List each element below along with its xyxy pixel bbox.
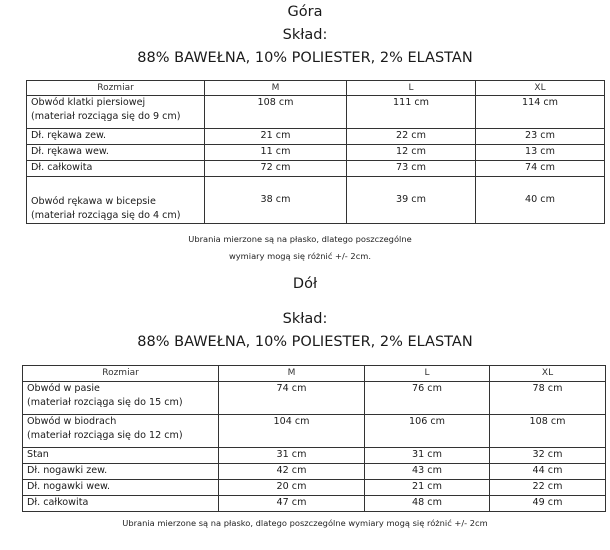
value-cell: 43 cm (365, 464, 490, 480)
row-label-note: (materiał rozciąga się do 12 cm) (27, 430, 183, 441)
value-cell: 11 cm (205, 145, 347, 161)
value-cell: 40 cm (476, 177, 605, 224)
value-cell: 114 cm (476, 96, 605, 129)
top-composition-text: 88% BAWEŁNA, 10% POLIESTER, 2% ELASTAN (137, 50, 473, 66)
column-header: XL (490, 366, 606, 382)
column-header: L (347, 81, 476, 96)
row-label-line: Obwód rękawa w bicepsie (31, 196, 156, 207)
table-header-row (27, 81, 605, 96)
value-cell: 23 cm (476, 129, 605, 145)
value-cell: 111 cm (347, 96, 476, 129)
note-line: Ubrania mierzone są na płasko, dlatego poszczególne (188, 234, 412, 244)
row-label (23, 382, 219, 415)
row-label-note: (materiał rozciąga się do 4 cm) (31, 210, 181, 221)
top-section-title: Góra (287, 4, 323, 20)
table-row (23, 448, 606, 464)
bottom-measurement-note: Ubrania mierzone są na płasko, dlatego poszczególne wymiary mogą się różnić +/- 2cm (122, 518, 488, 528)
bottom-section-title: Dół (292, 276, 318, 292)
row-label: Dł. całkowita (23, 496, 219, 512)
value-cell: 44 cm (490, 464, 606, 480)
value-cell: 104 cm (219, 415, 365, 448)
table-row (27, 145, 605, 161)
row-label-note: (materiał rozciąga się do 9 cm) (31, 111, 181, 122)
column-header: L (365, 366, 490, 382)
value-cell: 106 cm (365, 415, 490, 448)
value-cell: 22 cm (347, 129, 476, 145)
value-cell: 39 cm (347, 177, 476, 224)
table-row (23, 382, 606, 415)
table-row (27, 177, 605, 224)
row-label: Dł. nogawki zew. (23, 464, 219, 480)
row-label: Dł. rękawa zew. (27, 129, 205, 145)
row-label-line: Obwód klatki piersiowej (31, 97, 146, 108)
row-label: Dł. nogawki wew. (23, 480, 219, 496)
row-label: Stan (23, 448, 219, 464)
table-row (23, 464, 606, 480)
bottom-composition-label: Skład: (282, 311, 328, 327)
bottom-composition-text: 88% BAWEŁNA, 10% POLIESTER, 2% ELASTAN (137, 334, 473, 350)
value-cell: 78 cm (490, 382, 606, 415)
table-row (23, 415, 606, 448)
value-cell: 31 cm (365, 448, 490, 464)
row-label (23, 415, 219, 448)
value-cell: 74 cm (219, 382, 365, 415)
value-cell: 42 cm (219, 464, 365, 480)
value-cell: 74 cm (476, 161, 605, 177)
table-row (27, 129, 605, 145)
column-header: M (219, 366, 365, 382)
table-header-row (23, 366, 606, 382)
column-header: Rozmiar (27, 81, 205, 96)
top-measurement-note (150, 234, 450, 262)
note-line: wymiary mogą się różnić +/- 2cm. (228, 251, 371, 261)
value-cell: 73 cm (347, 161, 476, 177)
row-label: Dł. całkowita (27, 161, 205, 177)
value-cell: 48 cm (365, 496, 490, 512)
value-cell: 31 cm (219, 448, 365, 464)
top-size-table (26, 80, 605, 224)
value-cell: 76 cm (365, 382, 490, 415)
table-row (27, 96, 605, 129)
table-row (23, 480, 606, 496)
row-label: Dł. rękawa wew. (27, 145, 205, 161)
row-label-line: Obwód w biodrach (27, 416, 117, 427)
value-cell: 13 cm (476, 145, 605, 161)
value-cell: 49 cm (490, 496, 606, 512)
value-cell: 47 cm (219, 496, 365, 512)
table-row (27, 161, 605, 177)
table-row (23, 496, 606, 512)
value-cell: 21 cm (365, 480, 490, 496)
value-cell: 20 cm (219, 480, 365, 496)
value-cell: 21 cm (205, 129, 347, 145)
bottom-size-table (22, 365, 606, 512)
value-cell: 12 cm (347, 145, 476, 161)
value-cell: 38 cm (205, 177, 347, 224)
column-header: XL (476, 81, 605, 96)
value-cell: 72 cm (205, 161, 347, 177)
value-cell: 108 cm (205, 96, 347, 129)
value-cell: 32 cm (490, 448, 606, 464)
row-label (27, 177, 205, 224)
column-header: M (205, 81, 347, 96)
row-label (27, 96, 205, 129)
row-label-line: Obwód w pasie (27, 383, 100, 394)
column-header: Rozmiar (23, 366, 219, 382)
top-composition-label: Skład: (282, 27, 328, 43)
row-label-note: (materiał rozciąga się do 15 cm) (27, 397, 183, 408)
value-cell: 22 cm (490, 480, 606, 496)
value-cell: 108 cm (490, 415, 606, 448)
